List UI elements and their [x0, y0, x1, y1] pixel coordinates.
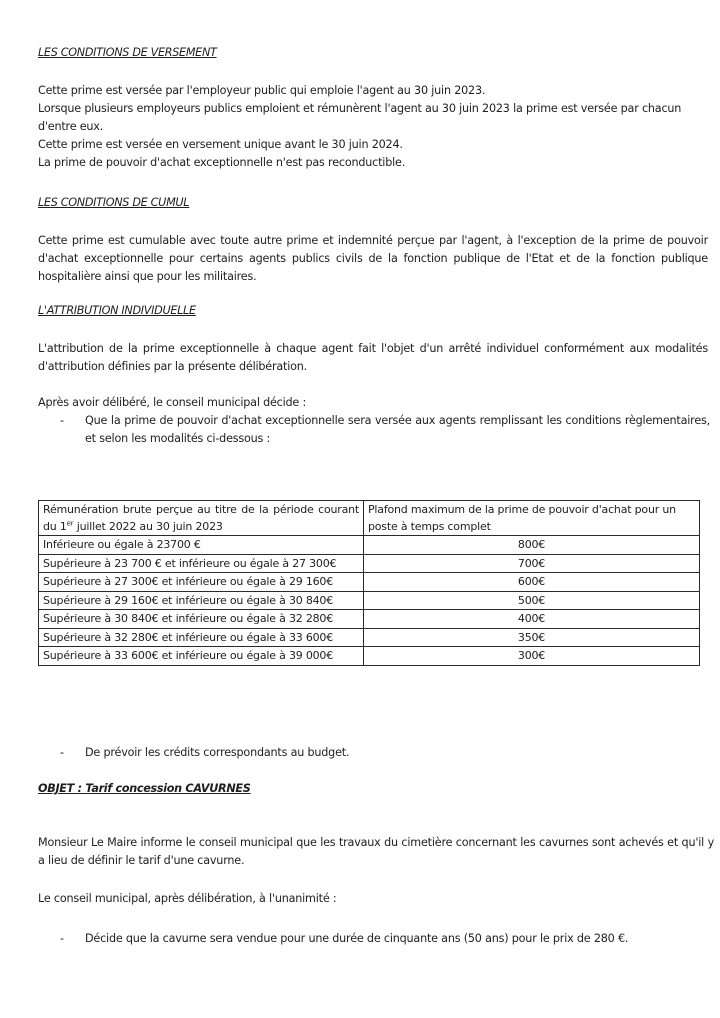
table-header-row [39, 501, 700, 536]
amount-cell: 350€ [364, 628, 700, 647]
versement-line-4: La prime de pouvoir d'achat exceptionnelle n'est pas reconductible. [38, 156, 406, 169]
section-heading-objet: OBJET : Tarif concession CAVURNES [38, 782, 251, 795]
cumul-text: Cette prime est cumulable avec toute autre prime et indemnité perçue par l'agent, à l'exception de la prime de pouvoir d'achat exceptionnelle pour certains agents publics civils de la fonction publique de l'Etat et de la fonction publique hospitalière ainsi que pour les militaires. [38, 234, 708, 283]
amount-cell: 600€ [364, 573, 700, 592]
bullet-dash: - [60, 932, 64, 945]
amount-cell: 700€ [364, 554, 700, 573]
bullet-dash: - [60, 414, 64, 427]
range-cell: Supérieure à 27 300€ et inférieure ou égale à 29 160€ [39, 573, 364, 592]
bullet-dash: - [60, 746, 64, 759]
range-cell: Supérieure à 32 280€ et inférieure ou égale à 33 600€ [39, 628, 364, 647]
versement-line-3: Cette prime est versée en versement unique avant le 30 juin 2024. [38, 138, 403, 151]
section-heading-attribution: L'ATTRIBUTION INDIVIDUELLE [38, 304, 196, 317]
versement-line-1: Cette prime est versée par l'employeur public qui emploie l'agent au 30 juin 2023. [38, 84, 486, 97]
range-cell: Supérieure à 33 600€ et inférieure ou égale à 39 000€ [39, 647, 364, 666]
header-col-remuneration: Rémunération brute perçue au titre de la période courant du 1er juillet 2022 au 30 juin 2023 [39, 501, 364, 536]
table-row [39, 573, 700, 592]
range-cell: Supérieure à 23 700 € et inférieure ou égale à 27 300€ [39, 554, 364, 573]
table-row [39, 536, 700, 555]
attribution-decision-intro: Après avoir délibéré, le conseil municipal décide : [38, 396, 307, 409]
bullet-text: Décide que la cavurne sera vendue pour une durée de cinquante ans (50 ans) pour le prix de 280 €. [85, 932, 629, 945]
table-row [39, 554, 700, 573]
amount-cell: 500€ [364, 591, 700, 610]
prime-table [38, 500, 700, 666]
bullet-text: Que la prime de pouvoir d'achat exceptionnelle sera versée aux agents remplissant les conditions règlementaires, et selon les modalités ci-dessous : [85, 414, 710, 445]
table-row [39, 628, 700, 647]
amount-cell: 800€ [364, 536, 700, 555]
attribution-bullet-2 [60, 744, 710, 762]
amount-cell: 400€ [364, 610, 700, 629]
range-cell: Supérieure à 29 160€ et inférieure ou égale à 30 840€ [39, 591, 364, 610]
objet-bullet-1 [60, 930, 710, 948]
attribution-bullet-1 [60, 412, 710, 448]
table-row [39, 647, 700, 666]
range-cell: Inférieure ou égale à 23700 € [39, 536, 364, 555]
range-cell: Supérieure à 30 840€ et inférieure ou égale à 32 280€ [39, 610, 364, 629]
attribution-text: L'attribution de la prime exceptionnelle à chaque agent fait l'objet d'un arrêté individuel conformément aux modalités d'attribution définies par la présente délibération. [38, 342, 708, 373]
section-heading-cumul: LES CONDITIONS DE CUMUL [38, 196, 190, 209]
objet-text: Monsieur Le Maire informe le conseil municipal que les travaux du cimetière concernant les cavurnes sont achevés et qu'il y a lieu de définir le tarif d'une cavurne. [38, 836, 714, 867]
section-heading-versement: LES CONDITIONS DE VERSEMENT [38, 46, 217, 59]
versement-line-2: Lorsque plusieurs employeurs publics emploient et rémunèrent l'agent au 30 juin 2023 la prime est versée par chacun d'entre eux. [38, 102, 682, 133]
table-row [39, 610, 700, 629]
amount-cell: 300€ [364, 647, 700, 666]
objet-decision-intro: Le conseil municipal, après délibération, à l'unanimité : [38, 892, 337, 905]
bullet-text: De prévoir les crédits correspondants au budget. [85, 746, 350, 759]
header-col-plafond: Plafond maximum de la prime de pouvoir d'achat pour un poste à temps complet [364, 501, 700, 536]
table-row [39, 591, 700, 610]
